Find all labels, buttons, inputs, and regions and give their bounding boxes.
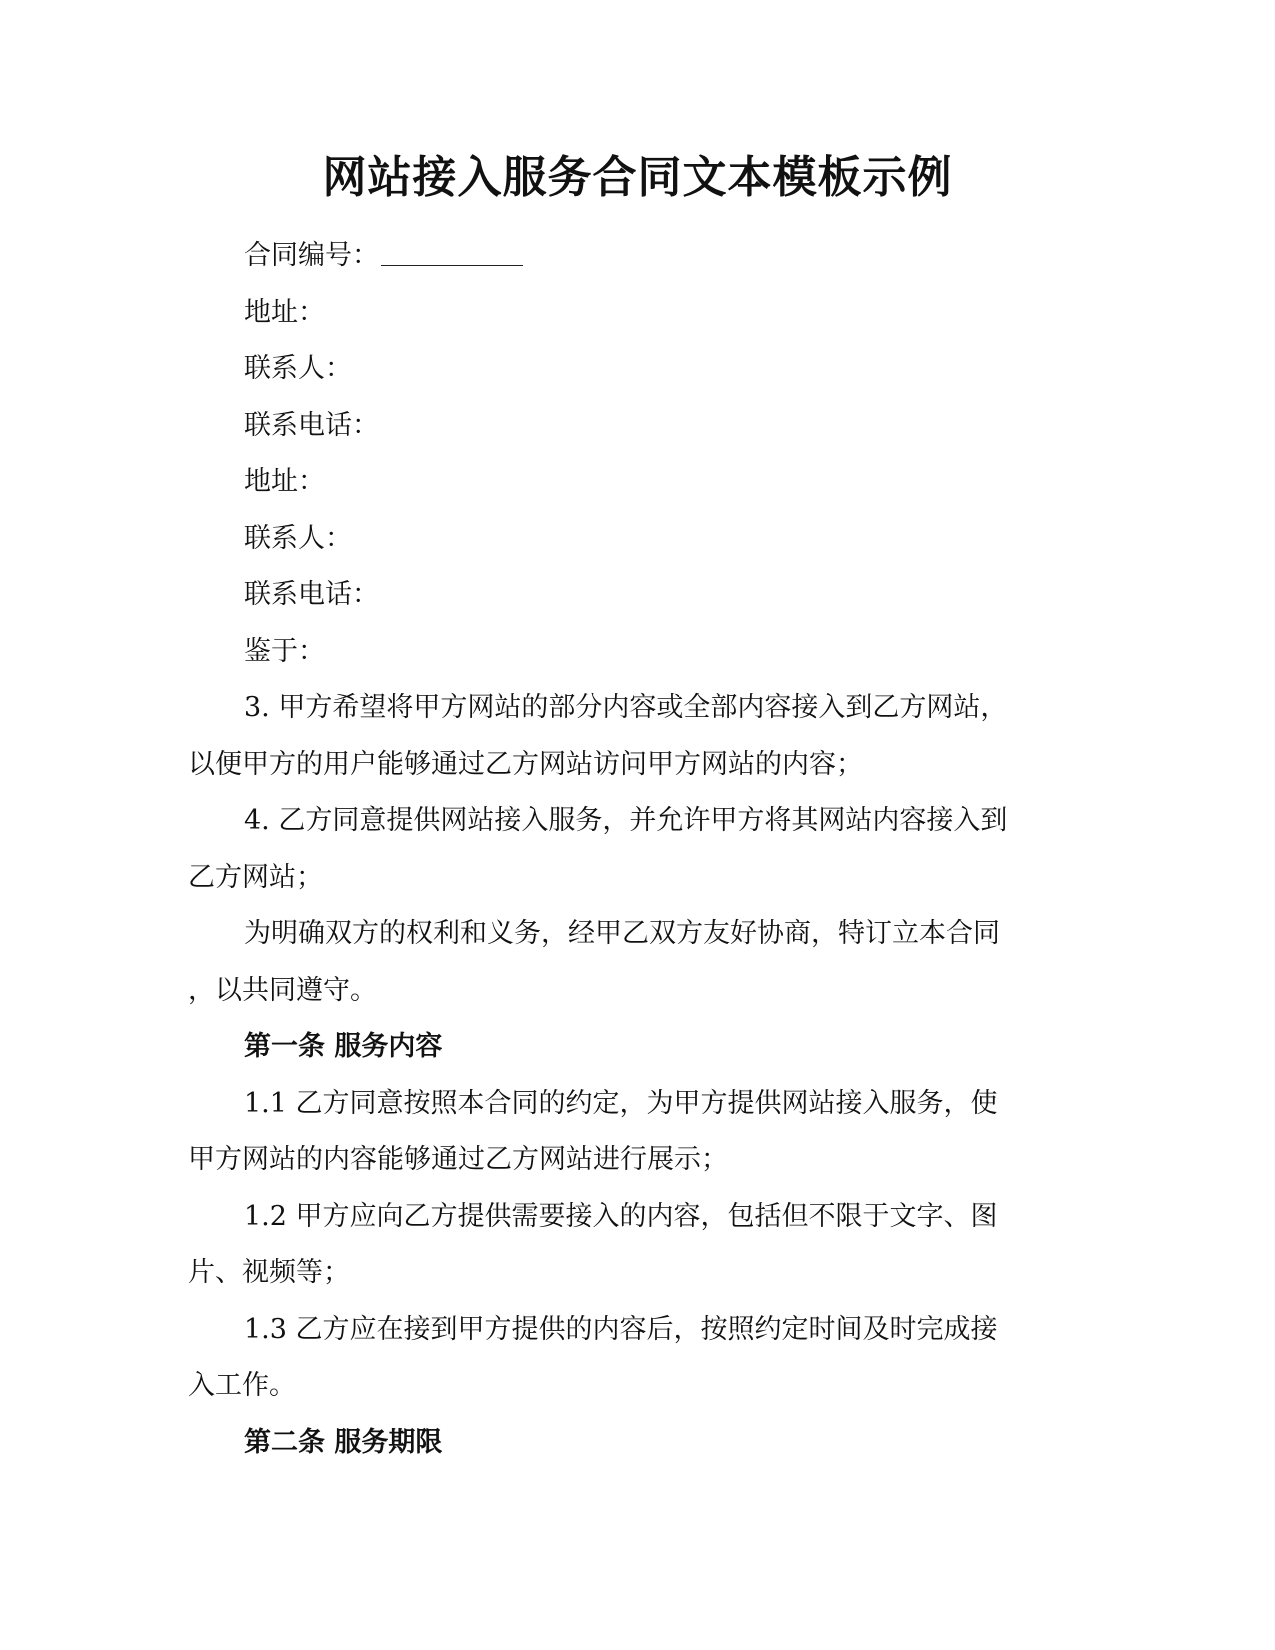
clause-1-3-line-2: 入工作。	[188, 1370, 296, 1401]
party-b-address: 地址：	[244, 466, 325, 497]
recital-3-line-2: 以便甲方的用户能够通过乙方网站访问甲方网站的内容；	[188, 748, 863, 780]
contract-number-label: 合同编号：	[244, 240, 379, 271]
clause-1-2-line-2: 片、视频等；	[188, 1257, 350, 1288]
recital-3-line-1: 3. 甲方希望将甲方网站的部分内容或全部内容接入到乙方网站，	[244, 692, 1008, 723]
clause-1-1-line-1: 1.1 乙方同意按照本合同的约定，为甲方提供网站接入服务，使	[244, 1087, 998, 1119]
clause-1-1-line-2: 甲方网站的内容能够通过乙方网站进行展示；	[188, 1144, 728, 1175]
party-a-phone: 联系电话：	[244, 409, 379, 441]
whereas-label: 鉴于：	[244, 635, 325, 667]
document-title: 网站接入服务合同文本模板示例	[322, 152, 953, 203]
purpose-paragraph	[188, 906, 1068, 1019]
article-1-heading: 第一条 服务内容	[244, 1031, 443, 1062]
clause-1-3	[188, 1302, 1068, 1415]
purpose-line-2: ，以共同遵守。	[188, 974, 377, 1006]
article-2-heading: 第二条 服务期限	[244, 1426, 443, 1458]
recital-3	[188, 680, 1068, 793]
clause-1-1	[188, 1076, 1068, 1189]
contract-number-line	[188, 228, 1068, 285]
contract-number-blank	[381, 235, 523, 266]
purpose-line-1: 为明确双方的权利和义务，经甲乙双方友好协商，特订立本合同	[244, 918, 1000, 949]
recital-4-line-2: 乙方网站；	[188, 861, 323, 893]
recital-4-line-1: 4. 乙方同意提供网站接入服务，并允许甲方将其网站内容接入到	[244, 805, 1008, 836]
clause-1-3-line-1: 1.3 乙方应在接到甲方提供的内容后，按照约定时间及时完成接	[244, 1313, 998, 1345]
party-b-phone: 联系电话：	[244, 579, 379, 610]
document-body	[188, 228, 1068, 1471]
recital-4	[188, 793, 1068, 906]
party-a-address: 地址：	[244, 296, 325, 328]
party-b-contact: 联系人：	[244, 522, 352, 554]
clause-1-2-line-1: 1.2 甲方应向乙方提供需要接入的内容，包括但不限于文字、图	[244, 1200, 998, 1232]
clause-1-2	[188, 1189, 1068, 1302]
party-a-contact: 联系人：	[244, 353, 352, 384]
